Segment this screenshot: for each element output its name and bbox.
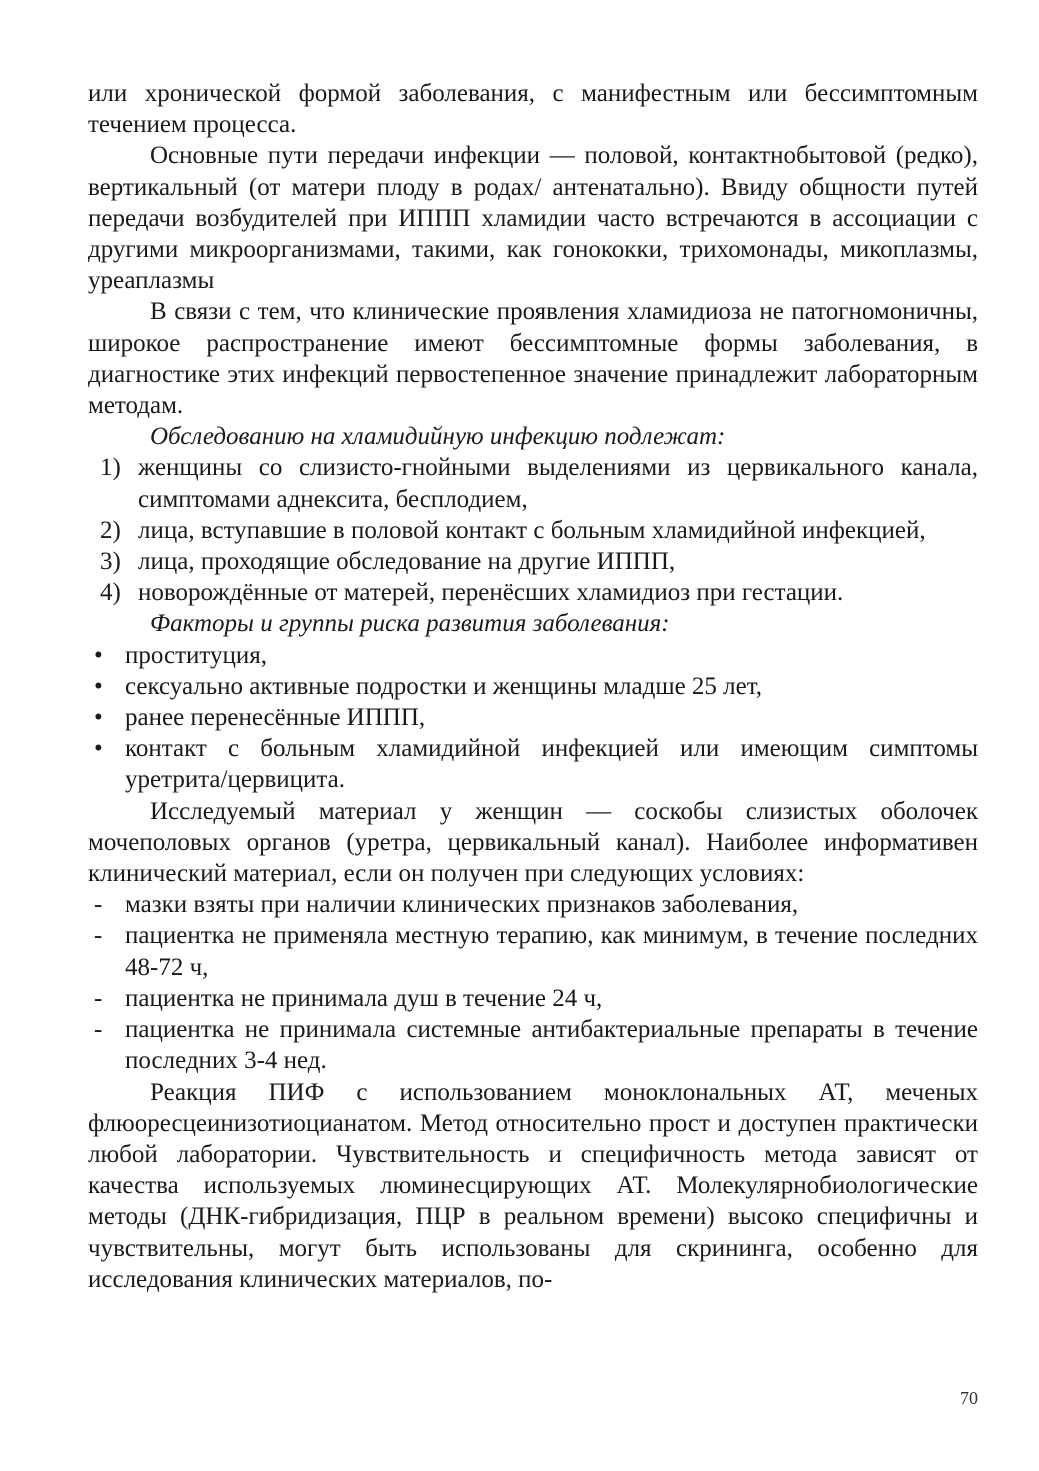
list-item-text: новорождённые от матерей, перенёсших хламидиоз при гестации. [138,579,844,607]
paragraph-transmission: Основные пути передачи инфекции — половой, контактнобытовой (редко), вертикальный (от матери плоду в родах/ антенатально). Ввиду общности путей передачи возбудителей при ИППП хламидии часто встречаются в ассоциации с другими микроорганизмами, такими, как гонококки, трихомонады, микоплазмы, уреаплазмы [88,142,978,295]
paragraph-diagnostics: В связи с тем, что клинические проявления хламидиоза не патогномоничны, широкое распространение имеют бессимптомные формы заболевания, в диагностике этих инфекций первостепенное значение принадлежит лабораторным методам. [88,298,978,420]
list-item [88,889,978,920]
conditions-list [88,889,978,1076]
list-item-text: пациентка не принимала душ в течение 24 ч, [125,984,603,1012]
list-item [88,577,978,608]
list-item-text: проституция, [125,641,268,669]
list-item-text: пациентка не применяла местную терапию, как минимум, в течение последних 48-72 ч, [125,922,978,981]
dash-marker: - [94,1016,103,1044]
list-marker: 2) [100,516,121,544]
list-marker: 1) [100,454,121,482]
list-item-text: лица, вступавшие в половой контакт с больным хламидийной инфекцией, [138,516,926,544]
dash-marker: - [94,891,103,919]
list-item [88,515,978,546]
bullet-marker: • [94,704,103,732]
page-body [88,78,978,1295]
examination-list [88,452,978,608]
list-item-text: женщины со слизисто-гнойными выделениями из цервикального канала, симптомами аднексита, бесплодием, [138,454,978,513]
bullet-marker: • [94,735,103,763]
list-marker: 3) [100,548,121,576]
bullet-marker: • [94,672,103,700]
list-item-text: лица, проходящие обследование на другие ИППП, [138,548,676,576]
list-item-text: ранее перенесённые ИППП, [125,704,426,732]
list-item-text: мазки взяты при наличии клинических признаков заболевания, [125,891,799,919]
risk-heading: Факторы и группы риска развития заболевания: [150,610,670,638]
list-item [88,1014,978,1076]
dash-marker: - [94,984,103,1012]
paragraph-material: Исследуемый материал у женщин — соскобы слизистых оболочек мочеполовых органов (уретра, цервикальный канал). Наиболее информативен клинический материал, если он получен при следующих условиях: [88,797,978,888]
list-item-text: контакт с больным хламидийной инфекцией или имеющим симптомы уретрита/цервицита. [125,735,978,794]
list-item [88,920,978,982]
list-item [88,702,978,733]
list-item [88,546,978,577]
list-item [88,452,978,514]
examination-heading: Обследованию на хламидийную инфекцию подлежат: [150,423,726,451]
paragraph-intro: или хронической формой заболевания, с манифестным или бессимптомным течением процесса. [88,80,978,139]
list-item [88,733,978,795]
list-marker: 4) [100,579,121,607]
list-item-text: сексуально активные подростки и женщины младше 25 лет, [125,672,763,700]
list-item [88,983,978,1014]
risk-list [88,640,978,796]
dash-marker: - [94,922,103,950]
page-number: 70 [960,1388,978,1408]
list-item-text: пациентка не принимала системные антибактериальные препараты в течение последних 3-4 нед. [125,1016,978,1075]
list-item [88,640,978,671]
bullet-marker: • [94,641,103,669]
list-item [88,671,978,702]
paragraph-pif-method: Реакция ПИФ с использованием моноклональных АТ, меченых флюоресцеинизотиоцианатом. Метод относительно прост и доступен практически любой лаборатории. Чувствительность и специфичность метода зависят от качества используемых люминесцирующих АТ. Молекулярнобиологические методы (ДНК-гибридизация, ПЦР в реальном времени) высоко специфичны и чувствительны, могут быть использованы для скрининга, особенно для исследования клинических материалов, по- [88,1078,978,1293]
